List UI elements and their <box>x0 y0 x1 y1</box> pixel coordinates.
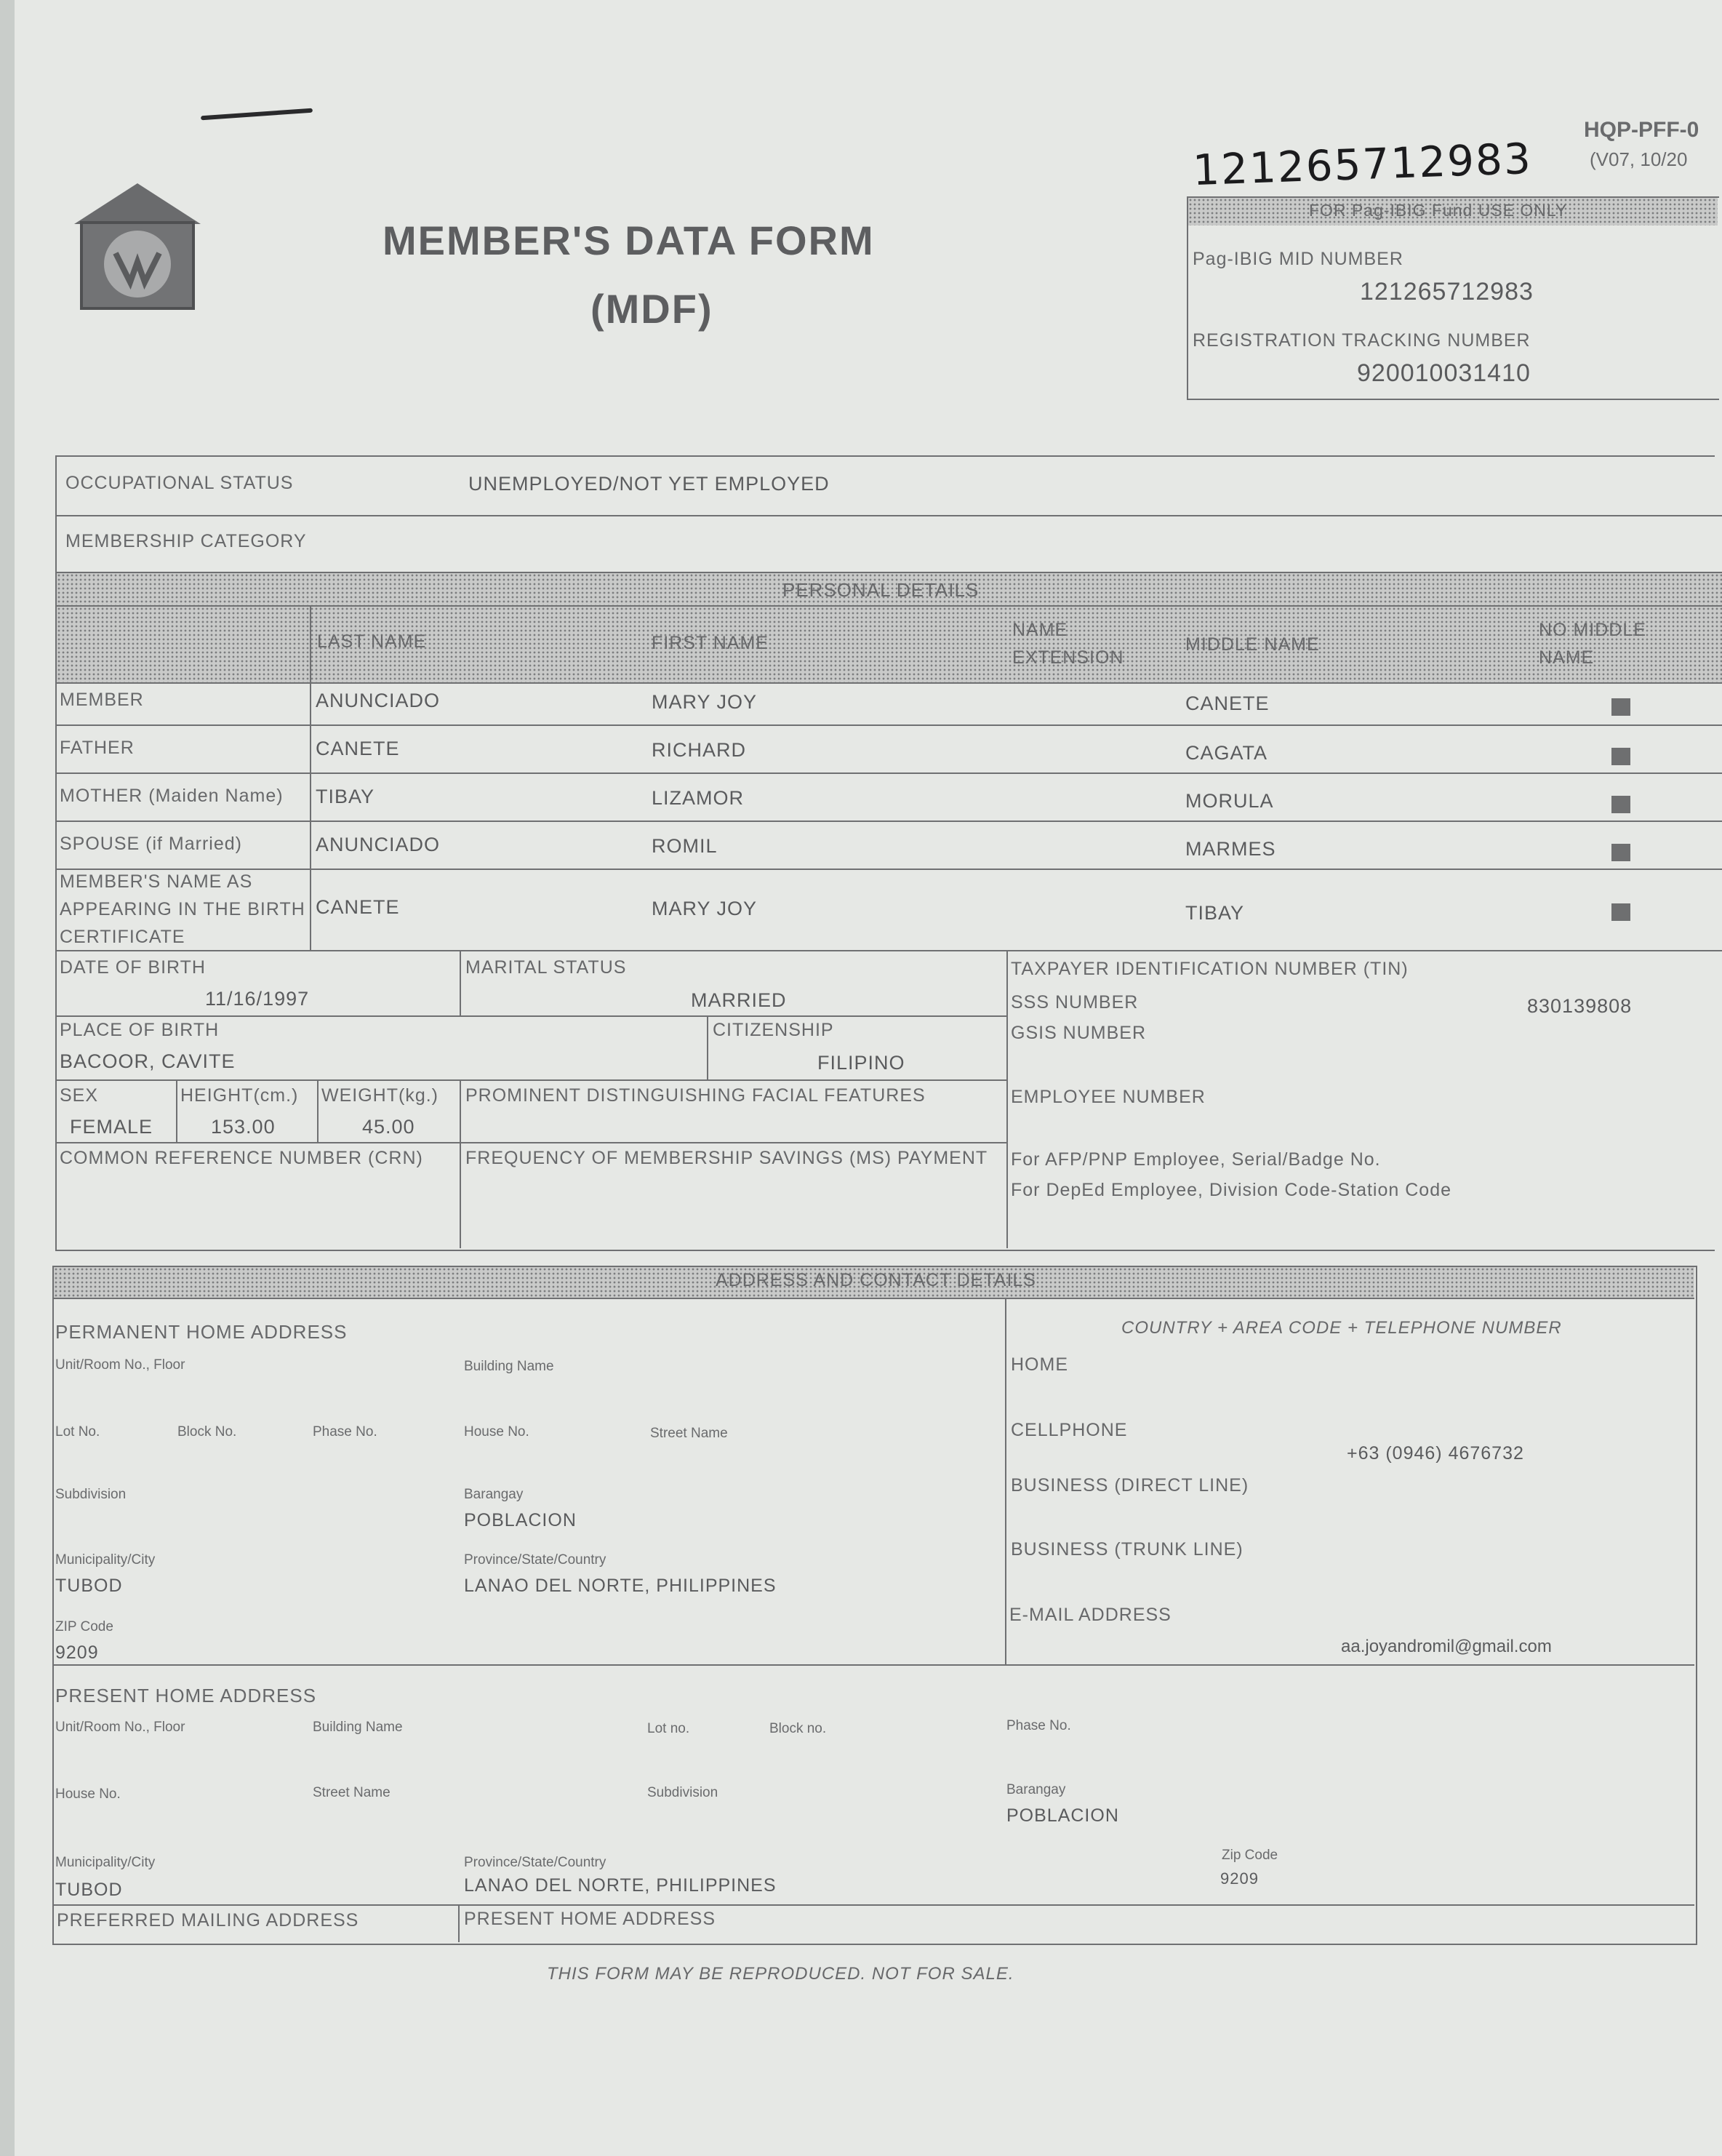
height-label: HEIGHT(cm.) <box>180 1085 299 1106</box>
pres-phase-label: Phase No. <box>1006 1718 1071 1733</box>
row-member-label: MEMBER <box>60 690 144 710</box>
height-value: 153.00 <box>211 1116 276 1138</box>
employee-number-label: EMPLOYEE NUMBER <box>1011 1087 1206 1107</box>
permanent-address-title: PERMANENT HOME ADDRESS <box>55 1321 348 1343</box>
home-phone-label: HOME <box>1011 1354 1068 1375</box>
deped-label: For DepEd Employee, Division Code-Station Code <box>1011 1180 1451 1200</box>
divider <box>57 950 1722 951</box>
business-direct-label: BUSINESS (DIRECT LINE) <box>1011 1475 1249 1496</box>
perm-unit-label: Unit/Room No., Floor <box>55 1357 185 1373</box>
perm-phase-label: Phase No. <box>313 1424 377 1440</box>
no-middle-name-checkbox[interactable] <box>1611 844 1630 861</box>
address-section-frame <box>52 1266 1697 1945</box>
col-name-extension-2: EXTENSION <box>1012 647 1124 668</box>
pres-building-label: Building Name <box>313 1720 403 1735</box>
birth-cert-middle-name: TIBAY <box>1185 902 1245 924</box>
divider <box>1006 950 1008 1248</box>
pres-lot-label: Lot no. <box>647 1721 690 1736</box>
member-last-name: ANUNCIADO <box>316 690 441 711</box>
place-of-birth-value: BACOOR, CAVITE <box>60 1050 236 1072</box>
pres-subdivision-label: Subdivision <box>647 1785 718 1800</box>
col-last-name: LAST NAME <box>317 631 427 652</box>
mother-middle-name: MORULA <box>1185 790 1274 812</box>
perm-building-label: Building Name <box>464 1359 554 1374</box>
perm-barangay-label: Barangay <box>464 1487 524 1502</box>
preferred-mailing-label: PREFERRED MAILING ADDRESS <box>57 1910 359 1931</box>
divider <box>460 1079 461 1248</box>
footer-note: THIS FORM MAY BE REPRODUCED. NOT FOR SALE. <box>547 1964 1014 1984</box>
sex-label: SEX <box>60 1085 99 1106</box>
pres-block-label: Block no. <box>769 1721 827 1736</box>
frequency-label: FREQUENCY OF MEMBERSHIP SAVINGS (MS) PAYMENT <box>465 1148 988 1168</box>
divider <box>54 1664 1694 1666</box>
form-title: MEMBER'S DATA FORM <box>383 217 875 263</box>
pres-city-label: Municipality/City <box>55 1855 156 1870</box>
present-address-title: PRESENT HOME ADDRESS <box>55 1685 317 1706</box>
perm-house-label: House No. <box>464 1424 529 1440</box>
col-name-extension: NAME <box>1012 620 1068 640</box>
birth-cert-first-name: MARY JOY <box>652 898 758 919</box>
divider <box>317 1079 319 1142</box>
date-of-birth-label: DATE OF BIRTH <box>60 957 206 978</box>
occupational-status-label: OCCUPATIONAL STATUS <box>65 473 294 493</box>
rtn-value: 920010031410 <box>1357 359 1531 387</box>
pres-zip-label: Zip Code <box>1222 1848 1278 1863</box>
father-first-name: RICHARD <box>652 739 747 761</box>
perm-subdivision-label: Subdivision <box>55 1487 127 1502</box>
divider <box>54 1298 1694 1299</box>
spouse-first-name: ROMIL <box>652 835 718 857</box>
citizenship-value: FILIPINO <box>817 1052 905 1074</box>
divider <box>57 1079 1006 1081</box>
divider <box>460 950 461 1015</box>
perm-zip-label: ZIP Code <box>55 1619 113 1634</box>
crn-label: COMMON REFERENCE NUMBER (CRN) <box>60 1148 423 1168</box>
sss-value: 830139808 <box>1527 995 1633 1017</box>
col-no-middle-name-2: NAME <box>1539 647 1595 668</box>
membership-category-label: MEMBERSHIP CATEGORY <box>65 531 307 551</box>
perm-province-value: LANAO DEL NORTE, PHILIPPINES <box>464 1576 777 1596</box>
name-columns-band <box>57 607 1722 682</box>
divider <box>57 724 1722 726</box>
date-of-birth-value: 11/16/1997 <box>205 988 310 1010</box>
father-middle-name: CAGATA <box>1185 742 1268 764</box>
divider <box>1005 1298 1006 1664</box>
cellphone-value: +63 (0946) 4676732 <box>1347 1443 1524 1464</box>
perm-street-label: Street Name <box>650 1426 728 1441</box>
divider <box>57 515 1722 516</box>
birth-cert-label-2: APPEARING IN THE BIRTH <box>60 899 305 919</box>
row-mother-label: MOTHER (Maiden Name) <box>60 786 284 806</box>
divider <box>57 682 1722 684</box>
office-use-header: FOR Pag-IBIG Fund USE ONLY <box>1309 201 1568 220</box>
rtn-label: REGISTRATION TRACKING NUMBER <box>1193 330 1531 351</box>
marital-status-value: MARRIED <box>691 989 787 1011</box>
tin-label: TAXPAYER IDENTIFICATION NUMBER (TIN) <box>1011 959 1409 979</box>
member-middle-name: CANETE <box>1185 692 1270 714</box>
pag-ibig-logo <box>71 180 204 311</box>
col-middle-name: MIDDLE NAME <box>1185 634 1320 655</box>
divider <box>57 821 1722 822</box>
personal-details-title: PERSONAL DETAILS <box>782 579 980 601</box>
pres-house-label: House No. <box>55 1786 121 1802</box>
birth-cert-label-3: CERTIFICATE <box>60 927 185 947</box>
pres-province-value: LANAO DEL NORTE, PHILIPPINES <box>464 1875 777 1896</box>
weight-value: 45.00 <box>362 1116 415 1138</box>
divider <box>57 1142 1006 1143</box>
email-label: E-MAIL ADDRESS <box>1009 1605 1172 1625</box>
sss-label: SSS NUMBER <box>1011 992 1139 1013</box>
preferred-mailing-value: PRESENT HOME ADDRESS <box>464 1909 716 1929</box>
perm-barangay-value: POBLACION <box>464 1510 577 1530</box>
no-middle-name-checkbox[interactable] <box>1611 903 1630 921</box>
pres-zip-value: 9209 <box>1220 1869 1259 1888</box>
row-father-label: FATHER <box>60 738 135 758</box>
divider <box>57 869 1722 870</box>
pres-province-label: Province/State/Country <box>464 1855 606 1870</box>
col-no-middle-name: NO MIDDLE <box>1539 620 1646 640</box>
perm-zip-value: 9209 <box>55 1642 99 1663</box>
pres-unit-label: Unit/Room No., Floor <box>55 1720 185 1735</box>
pres-city-value: TUBOD <box>55 1880 123 1900</box>
form-subtitle: (MDF) <box>590 286 713 332</box>
place-of-birth-label: PLACE OF BIRTH <box>60 1020 220 1040</box>
divider <box>707 1015 708 1079</box>
no-middle-name-checkbox[interactable] <box>1611 748 1630 765</box>
mid-number-label: Pag-IBIG MID NUMBER <box>1193 249 1403 269</box>
perm-block-label: Block No. <box>177 1424 237 1440</box>
sex-value: FEMALE <box>70 1116 153 1138</box>
spouse-last-name: ANUNCIADO <box>316 834 441 855</box>
pres-street-label: Street Name <box>313 1785 391 1800</box>
birth-cert-last-name: CANETE <box>316 896 400 918</box>
cellphone-label: CELLPHONE <box>1011 1420 1128 1440</box>
col-first-name: FIRST NAME <box>652 633 769 653</box>
perm-city-label: Municipality/City <box>55 1552 156 1568</box>
form-version: (V07, 10/20 <box>1590 148 1688 170</box>
mother-first-name: LIZAMOR <box>652 787 745 809</box>
phone-format-header: COUNTRY + AREA CODE + TELEPHONE NUMBER <box>1121 1318 1562 1338</box>
no-middle-name-checkbox[interactable] <box>1611 796 1630 813</box>
divider <box>458 1904 460 1942</box>
divider <box>57 772 1722 774</box>
address-section-title: ADDRESS AND CONTACT DETAILS <box>716 1270 1036 1290</box>
perm-lot-label: Lot No. <box>55 1424 100 1440</box>
form-code: HQP-PFF-0 <box>1584 118 1699 142</box>
weight-label: WEIGHT(kg.) <box>321 1085 438 1106</box>
citizenship-label: CITIZENSHIP <box>713 1020 834 1040</box>
business-trunk-label: BUSINESS (TRUNK LINE) <box>1011 1539 1244 1560</box>
afp-pnp-label: For AFP/PNP Employee, Serial/Badge No. <box>1011 1149 1381 1170</box>
divider <box>57 1015 1006 1017</box>
facial-features-label: PROMINENT DISTINGUISHING FACIAL FEATURES <box>465 1085 926 1106</box>
divider <box>310 607 311 950</box>
marital-status-label: MARITAL STATUS <box>465 957 627 978</box>
no-middle-name-checkbox[interactable] <box>1611 698 1630 716</box>
mid-number-value: 121265712983 <box>1360 278 1534 306</box>
pres-barangay-value: POBLACION <box>1006 1805 1119 1826</box>
perm-province-label: Province/State/Country <box>464 1552 606 1568</box>
row-spouse-label: SPOUSE (if Married) <box>60 834 242 854</box>
mother-last-name: TIBAY <box>316 786 375 807</box>
divider <box>176 1079 177 1142</box>
divider <box>54 1904 1694 1906</box>
perm-city-value: TUBOD <box>55 1576 123 1596</box>
handwritten-mid-number: 121265712983 <box>1191 133 1533 196</box>
pres-barangay-label: Barangay <box>1006 1782 1066 1797</box>
father-last-name: CANETE <box>316 738 400 759</box>
email-value: aa.joyandromil@gmail.com <box>1341 1637 1552 1656</box>
birth-cert-label: MEMBER'S NAME AS <box>60 871 253 892</box>
gsis-label: GSIS NUMBER <box>1011 1023 1147 1043</box>
occupational-status-value: UNEMPLOYED/NOT YET EMPLOYED <box>468 473 830 495</box>
spouse-middle-name: MARMES <box>1185 838 1276 860</box>
member-first-name: MARY JOY <box>652 691 758 713</box>
